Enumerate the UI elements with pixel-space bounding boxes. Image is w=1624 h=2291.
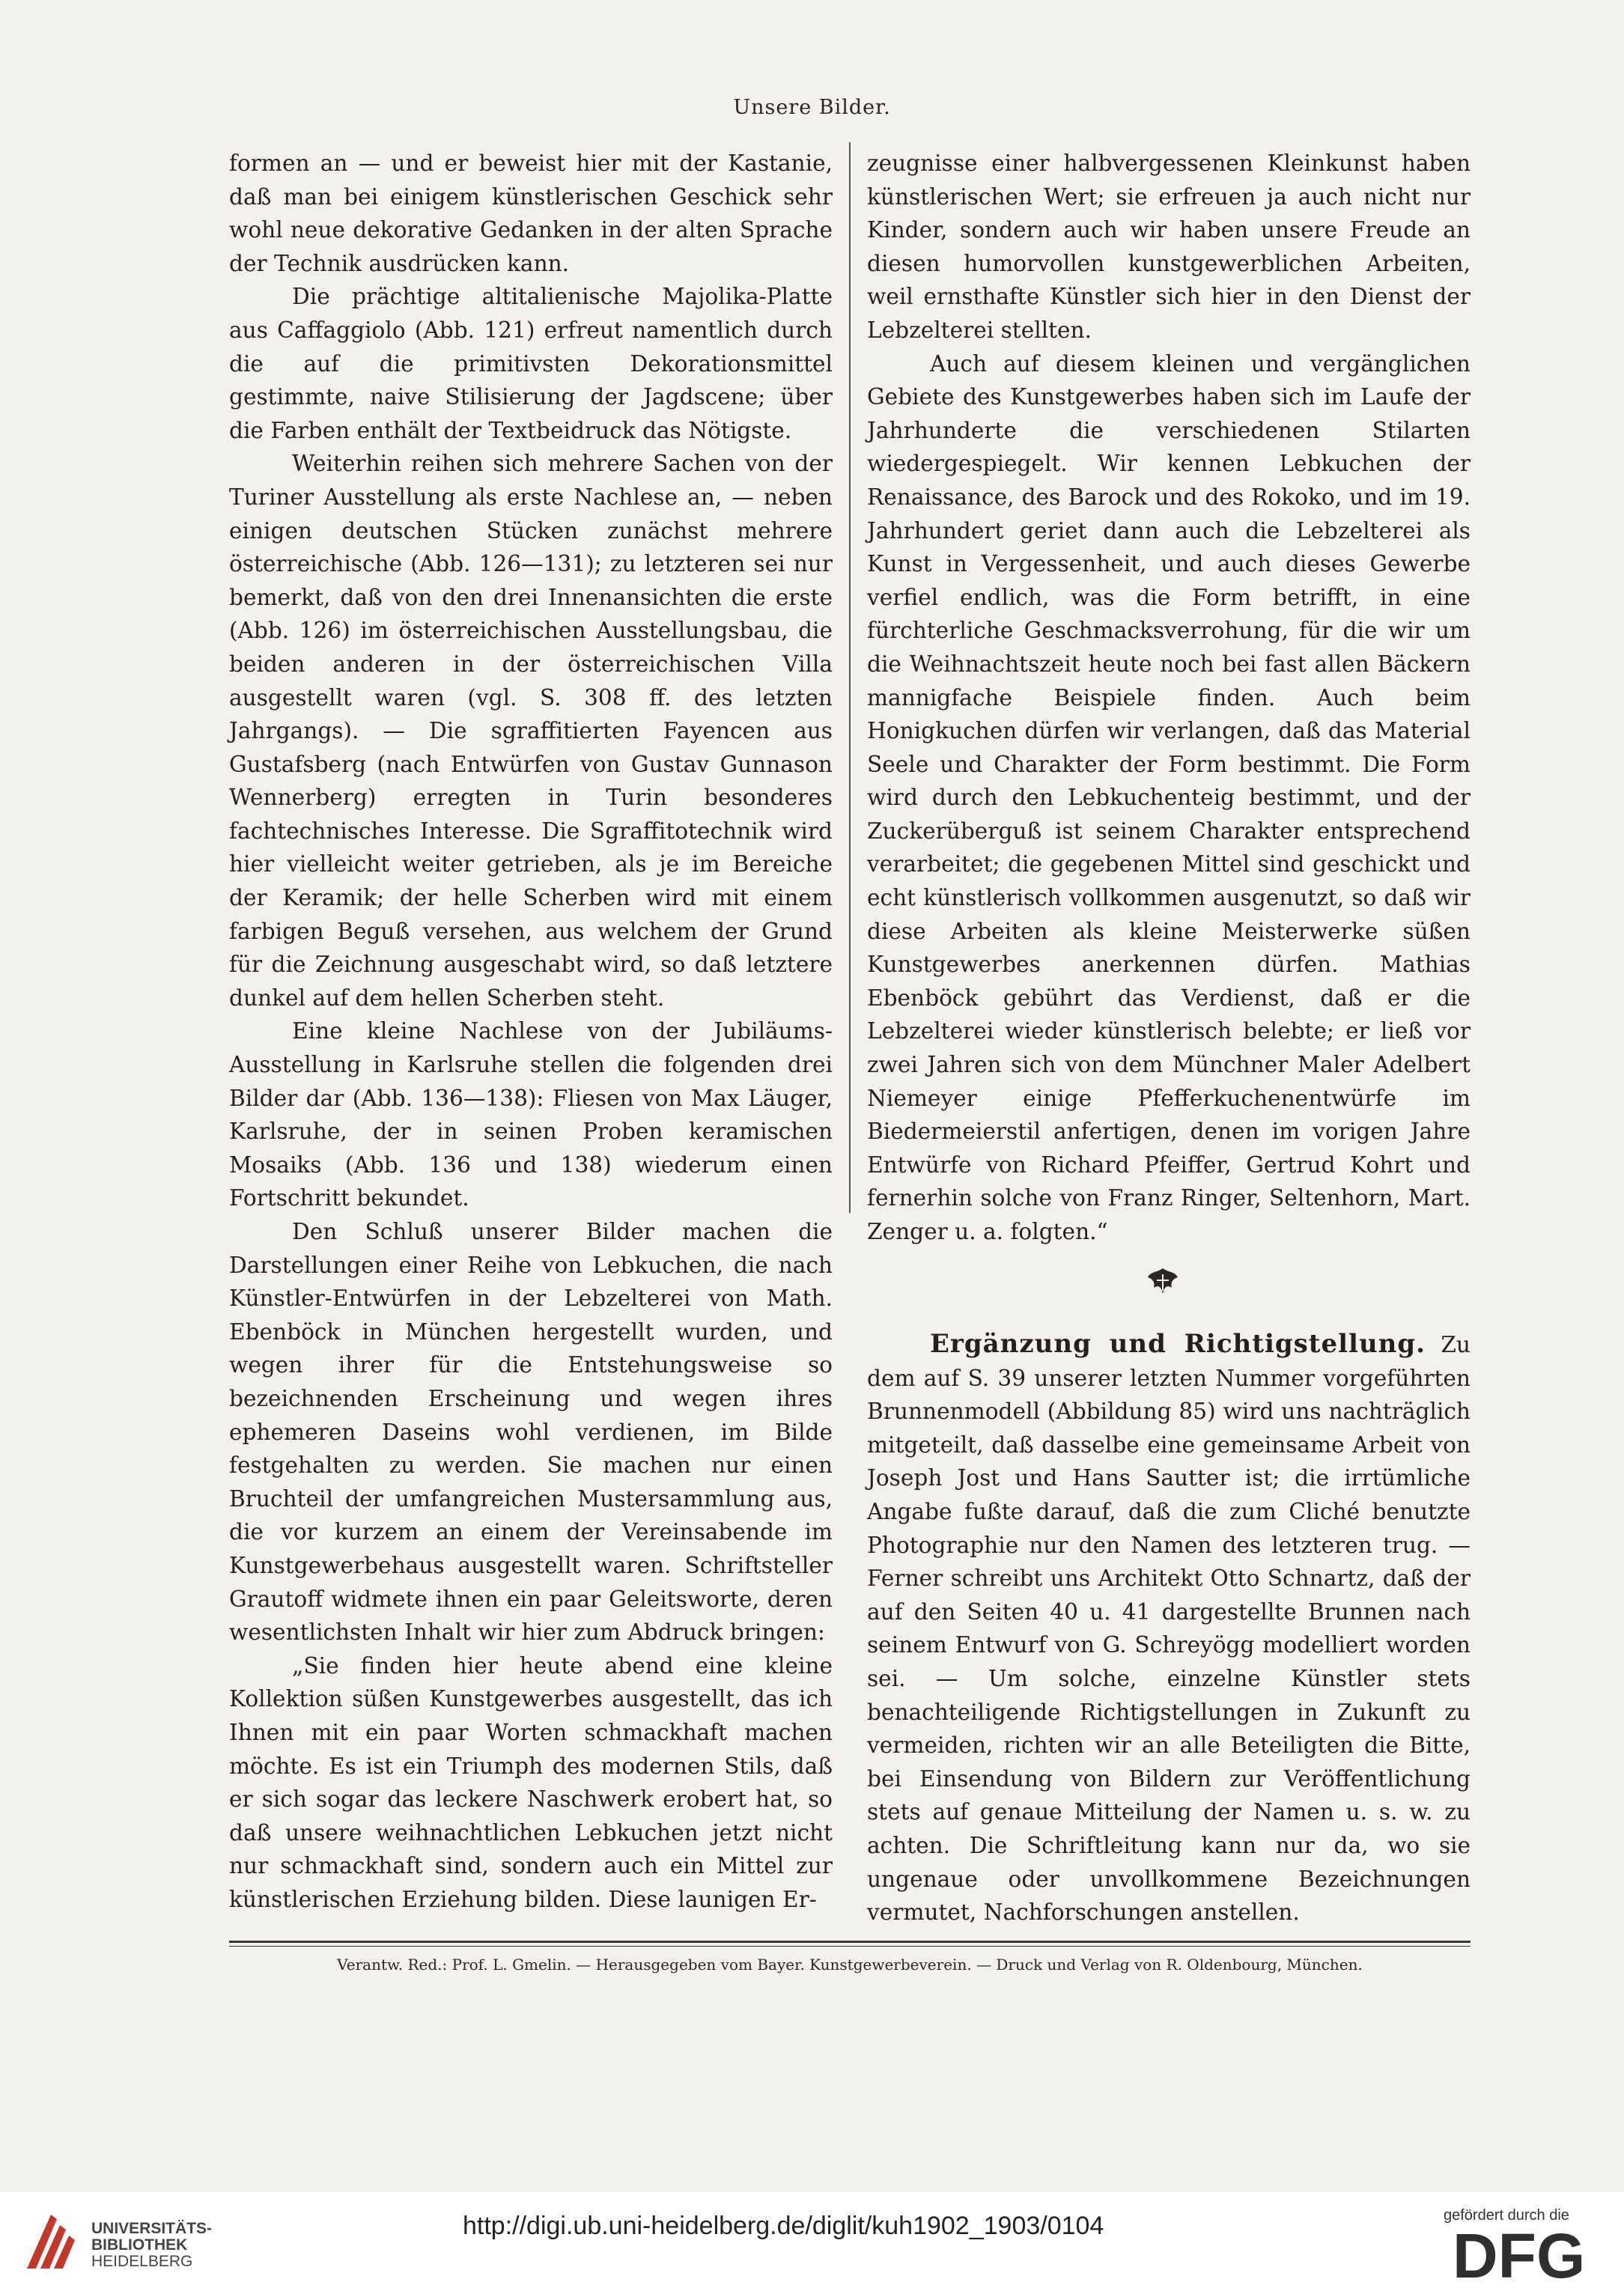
paragraph: Auch auf diesem kleinen und vergänglichen Gebiete des Kunstgewerbes haben sich im Laufe der Jahrhunderte die verschiedenen Stilarten wiedergespiegelt. Wir kennen Lebkuchen der Renaissance, des Barock und des Rokoko, und im 19. Jahrhundert geriet dann auch die Lebzelterei als Kunst in Vergessenheit, und auch dieses Gewerbe verfiel endlich, was die Form betrifft, in eine fürchterliche Geschmacksverrohung, für die wir um die Weihnachtszeit heute noch bei fast allen Bäckern mannigfache Beispiele finden. Auch beim Honigkuchen dürfen wir verlangen, daß das Material Seele und Charakter der Form bestimmt. Die Form wird durch den Lebkuchenteig bestimmt, und der Zuckerüberguß ist seinem Charakter entsprechend verarbeitet; die gegebenen Mittel sind geschickt und echt künstlerisch vollkommen ausgenutzt, so daß wir diese Arbeiten als kleine Meisterwerke süßen Kunstgewerbes anerkennen dürfen. Mathias Ebenböck gebührt das Verdienst, daß er die Lebzelterei wieder künstlerisch belebte; er ließ vor zwei Jahren sich von dem Münchner Maler Adelbert Niemeyer einige Pfefferkuchenentwürfe im Biedermeierstil anfertigen, denen im vorigen Jahre Entwürfe von Richard Pfeiffer, Gertrud Kohrt und fernerhin solche von Franz Ringer, Seltenhorn, Mart. Zenger u. a. folgten.“ <box>867 350 1471 1244</box>
correction-heading: Ergänzung und Richtigstellung. <box>930 1329 1426 1359</box>
running-head: Unsere Bilder. <box>733 96 891 119</box>
footer-rule-thin <box>229 1946 1471 1947</box>
library-name-line: UNIVERSITÄTS- <box>91 2220 213 2237</box>
correction-text: Zu dem auf S. 39 unserer letzten Nummer vorgeführten Brunnenmodell (Abbildung 85) wird uns nachträglich mitgeteilt, daß dasselbe eine gemeinsame Arbeit von Joseph Jost und Hans Sautter ist; die irrtümliche Angabe fußte darauf, daß die zum Cliché benutzte Photographie nur den Namen des letzteren trug. — Ferner schreibt uns Architekt Otto Schnartz, daß der auf den Seiten 40 u. 41 dargestellte Brunnen nach seinem Entwurf von G. Schreyögg modelliert worden sei. — Um solche, einzelne Künstler stets benachteiligende Richtigstellungen in Zukunft zu vermeiden, richten wir an alle Beteiligten die Bitte, bei Einsendung von Bildern zur Veröffentlichung stets auf genaue Mitteilung der Namen u. s. w. zu achten. Die Schriftleitung kann nur da, wo sie ungenaue oder unvollkommene Bezeichnungen vermutet, Nachforschungen anstellen. <box>867 1332 1471 1926</box>
library-name-line: HEIDELBERG <box>91 2253 193 2270</box>
imprint-line: Verantw. Red.: Prof. L. Gmelin. — Herausgegeben vom Bayer. Kunstgewerbeverein. — Druck und Verlag von R. Oldenbourg, München. <box>337 1956 1363 1974</box>
dfg-logo-icon <box>1453 2227 1602 2284</box>
library-name <box>91 2221 212 2270</box>
permalink-url[interactable]: http://digi.ub.uni-heidelberg.de/diglit/kuh1902_1903/0104 <box>463 2212 1104 2240</box>
paragraph: Den Schluß unserer Bilder machen die Darstellungen einer Reihe von Lebkuchen, die nach Künstler-Entwürfen in der Lebzelterei von Math. Ebenböck in München hergestellt wurden, und wegen ihrer für die Entstehungsweise so bezeichnenden Erscheinung und wegen ihres ephemeren Daseins wohl verdienen, im Bilde festgehalten zu werden. Sie machen nur einen Bruchteil der umfangreichen Mustersammlung aus, die vor kurzem an einem der Vereinsabende im Kunstgewerbehaus ausgestellt waren. Schriftsteller Grautoff widmete ihnen ein paar Geleitsworte, deren wesentlichsten Inhalt wir hier zum Abdruck bringen: <box>229 1219 833 1646</box>
footer-rule <box>229 1941 1471 1943</box>
dfg-logo-text: DFG <box>1453 2227 1586 2284</box>
paragraph: Eine kleine Nachlese von der Jubiläums-Ausstellung in Karlsruhe stellen die folgenden drei Bilder dar (Abb. 136—138): Fliesen von Max Läuger, Karlsruhe, der in seinen Proben keramischen Mosaiks (Abb. 136 und 138) wiederum einen Fortschritt bekundet. <box>229 1018 833 1211</box>
fleuron-ornament-icon <box>1143 1265 1182 1298</box>
correction-section <box>867 1327 1471 1929</box>
paragraph: zeugnisse einer halbvergessenen Kleinkunst haben künstlerischen Wert; sie erfreuen ja auch nicht nur Kinder, sondern auch wir haben unsere Freude an diesen humorvollen kunstgewerblichen Arbeiten, weil ernsthafte Künstler sich hier in den Dienst der Lebzelterei stellten. <box>867 150 1471 343</box>
paragraph: Weiterhin reihen sich mehrere Sachen von der Turiner Ausstellung als erste Nachlese an, — neben einigen deutschen Stücken zunächst mehrere österreichische (Abb. 126—131); zu letzteren sei nur bemerkt, daß von den drei Innenansichten die erste (Abb. 126) im österreichischen Ausstellungsbau, die beiden anderen in der österreichischen Villa ausgestellt waren (vgl. S. 308 ff. des letzten Jahrgangs). — Die sgraffitierten Fayencen aus Gustafsberg (nach Entwürfen von Gustav Gunnason Wennerberg) erregten in Turin besonderes fachtechnisches Interesse. Die Sgraffitotechnik wird hier vielleicht weiter getrieben, als je im Bereiche der Keramik; der helle Scherben wird mit einem farbigen Beguß versehen, aus welchem der Grund für die Zeichnung ausgeschabt wird, so daß letztere dunkel auf dem hellen Scherben steht. <box>229 451 833 1011</box>
column-divider <box>849 142 851 1213</box>
library-name-line: BIBLIOTHEK <box>91 2236 188 2254</box>
left-column <box>229 147 833 1916</box>
digitization-footer <box>0 2192 1624 2291</box>
paragraph: „Sie finden hier heute abend eine kleine Kollektion süßen Kunstgewerbes ausgestellt, das ich Ihnen mit ein paar Worten schmackhaft machen möchte. Es ist ein Triumph des modernen Stils, daß er sich sogar das leckere Naschwerk erobert hat, so daß unsere weihnachtlichen Lebkuchen jetzt nicht nur schmackhaft sind, sondern auch ein Mittel zur künstlerischen Erziehung bilden. Diese launigen Er- <box>229 1652 833 1912</box>
paragraph: formen an — und er beweist hier mit der Kastanie, daß man bei einigem künstlerischen Geschick sehr wohl neue dekorative Gedanken in der alten Sprache der Technik ausdrücken kann. <box>229 150 833 276</box>
funder-note: gefördert durch die <box>1444 2207 1569 2224</box>
university-library-logo-icon <box>21 2209 81 2273</box>
paragraph: Die prächtige altitalienische Majolika-Platte aus Caffaggiolo (Abb. 121) erfreut namentlich durch die auf die primitivsten Dekorationsmittel gestimmte, naive Stilisierung der Jagdscene; über die Farben enthält der Textbeidruck das Nötigste. <box>229 284 833 443</box>
right-column <box>867 147 1471 1249</box>
